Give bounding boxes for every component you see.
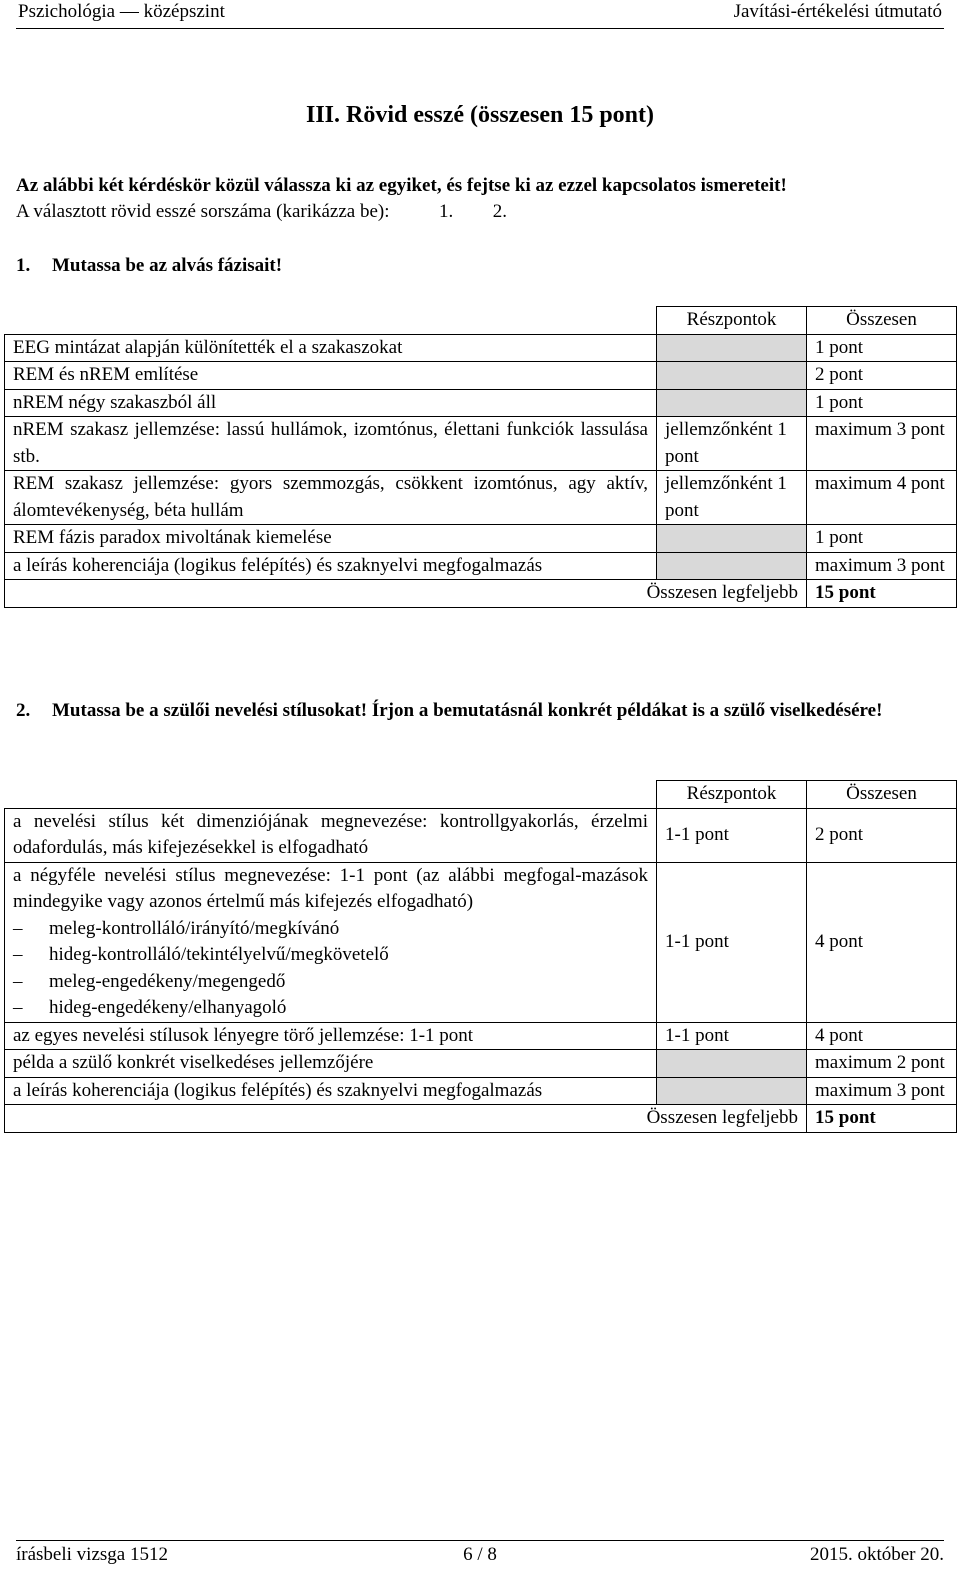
question-2 bbox=[16, 698, 960, 724]
instructions bbox=[16, 173, 946, 225]
question-2-text: Mutassa be a szülői nevelési stílusokat! Írjon a bemutatásnál konkrét példákat is a szülő viselkedésére! bbox=[52, 700, 883, 721]
question-1-text: Mutassa be az alvás fázisait! bbox=[52, 255, 283, 276]
col-header-part: Részpontok bbox=[657, 781, 807, 809]
instructions-line1: Az alábbi két kérdéskör közül válassza ki az egyiket, és fejtse ki az ezzel kapcsolatos ismereteit! bbox=[16, 175, 787, 196]
scoring-table-2 bbox=[4, 780, 957, 1133]
col-header-total: Összesen bbox=[807, 781, 957, 809]
table-sum-row bbox=[5, 580, 957, 608]
footer-exam-code: írásbeli vizsga 1512 bbox=[16, 1544, 168, 1565]
table-row bbox=[5, 1077, 957, 1105]
page-number: 6 / 8 bbox=[463, 1544, 497, 1565]
table-sum-row bbox=[5, 1105, 957, 1133]
table-row bbox=[5, 552, 957, 580]
choice-option-2[interactable]: 2. bbox=[492, 201, 508, 222]
page-header bbox=[0, 0, 960, 30]
row-total: 4 pont bbox=[807, 862, 957, 1022]
row-description: nREM szakasz jellemzése: lassú hullámok, izomtónus, élettani funkciók lassulása stb. bbox=[5, 417, 657, 471]
sum-label: Összesen legfeljebb bbox=[5, 1105, 807, 1133]
table-row bbox=[5, 362, 957, 390]
sum-label: Összesen legfeljebb bbox=[5, 580, 807, 608]
row-total: 2 pont bbox=[807, 808, 957, 862]
row-total: 1 pont bbox=[807, 334, 957, 362]
table-row bbox=[5, 862, 957, 1022]
table-row bbox=[5, 1022, 957, 1050]
table-row bbox=[5, 389, 957, 417]
row-total: 2 pont bbox=[807, 362, 957, 390]
instructions-line2 bbox=[16, 199, 946, 225]
row-part-shaded bbox=[657, 362, 807, 390]
table-row bbox=[5, 417, 957, 471]
sum-value: 15 pont bbox=[807, 1105, 957, 1133]
row-description: a nevelési stílus két dimenziójának megnevezése: kontrollgyakorlás, érzelmi odafordulás, más kifejezésekkel is elfogadható bbox=[5, 808, 657, 862]
row-description: a leírás koherenciája (logikus felépítés) és szaknyelvi megfogalmazás bbox=[5, 1077, 657, 1105]
row-description: EEG mintázat alapján különítették el a szakaszokat bbox=[5, 334, 657, 362]
list-item: – meleg-engedékeny/megengedő bbox=[13, 969, 648, 996]
row-part: 1-1 pont bbox=[657, 808, 807, 862]
row-description: az egyes nevelési stílusok lényegre törő jellemzése: 1-1 pont bbox=[5, 1022, 657, 1050]
row-part-shaded bbox=[657, 389, 807, 417]
list-item: – hideg-engedékeny/elhanyagoló bbox=[13, 995, 648, 1022]
row-total: maximum 3 pont bbox=[807, 552, 957, 580]
row-part-shaded bbox=[657, 525, 807, 553]
row-description-list bbox=[5, 862, 657, 1022]
row-description: a négyféle nevelési stílus megnevezése: 1-1 pont (az alábbi megfogal-mazások mindegyike vagy azonos értelmű más kifejezés elfogadható) bbox=[13, 864, 648, 912]
row-total: 4 pont bbox=[807, 1022, 957, 1050]
row-part: 1-1 pont bbox=[657, 1022, 807, 1050]
page-footer bbox=[16, 1544, 944, 1570]
row-total: 1 pont bbox=[807, 389, 957, 417]
list-item: – meleg-kontrolláló/irányító/megkívánó bbox=[13, 916, 648, 943]
row-part-shaded bbox=[657, 552, 807, 580]
col-header-total: Összesen bbox=[807, 307, 957, 335]
question-1-number: 1. bbox=[16, 255, 31, 276]
question-1 bbox=[16, 253, 946, 279]
table-header-row bbox=[5, 307, 957, 335]
header-subject: Pszichológia — középszint bbox=[18, 1, 225, 22]
table-row bbox=[5, 525, 957, 553]
row-description: nREM négy szakaszból áll bbox=[5, 389, 657, 417]
row-description: a leírás koherenciája (logikus felépítés) és szaknyelvi megfogalmazás bbox=[5, 552, 657, 580]
list-item: – hideg-kontrolláló/tekintélyelvű/megkövetelő bbox=[13, 942, 648, 969]
table-row bbox=[5, 334, 957, 362]
scoring-table-1 bbox=[4, 306, 957, 608]
row-description: REM fázis paradox mivoltának kiemelése bbox=[5, 525, 657, 553]
choice-label: A választott rövid esszé sorszáma (karikázza be): bbox=[16, 201, 390, 222]
row-part-shaded bbox=[657, 1050, 807, 1078]
question-2-number: 2. bbox=[16, 700, 31, 721]
row-part-shaded bbox=[657, 1077, 807, 1105]
header-divider bbox=[16, 28, 944, 29]
row-total: maximum 3 pont bbox=[807, 417, 957, 471]
row-part: jellemzőnként 1 pont bbox=[657, 417, 807, 471]
section-title: III. Rövid esszé (összesen 15 pont) bbox=[306, 102, 654, 128]
col-header-part: Részpontok bbox=[657, 307, 807, 335]
footer-divider bbox=[16, 1540, 944, 1541]
row-part: jellemzőnként 1 pont bbox=[657, 471, 807, 525]
footer-date: 2015. október 20. bbox=[809, 1544, 944, 1565]
row-total: maximum 4 pont bbox=[807, 471, 957, 525]
table-header-row bbox=[5, 781, 957, 809]
choice-option-1[interactable]: 1. bbox=[439, 201, 454, 222]
sum-value: 15 pont bbox=[807, 580, 957, 608]
table-row bbox=[5, 1050, 957, 1078]
table-row bbox=[5, 471, 957, 525]
row-description: REM szakasz jellemzése: gyors szemmozgás, csökkent izomtónus, agy aktív, álomtevékenység, béta hullám bbox=[5, 471, 657, 525]
row-description: REM és nREM említése bbox=[5, 362, 657, 390]
table-row bbox=[5, 808, 957, 862]
row-total: 1 pont bbox=[807, 525, 957, 553]
row-part-shaded bbox=[657, 334, 807, 362]
row-total: maximum 2 pont bbox=[807, 1050, 957, 1078]
header-doc-type: Javítási-értékelési útmutató bbox=[733, 1, 942, 22]
row-total: maximum 3 pont bbox=[807, 1077, 957, 1105]
row-part: 1-1 pont bbox=[657, 862, 807, 1022]
row-description: példa a szülő konkrét viselkedéses jellemzőjére bbox=[5, 1050, 657, 1078]
